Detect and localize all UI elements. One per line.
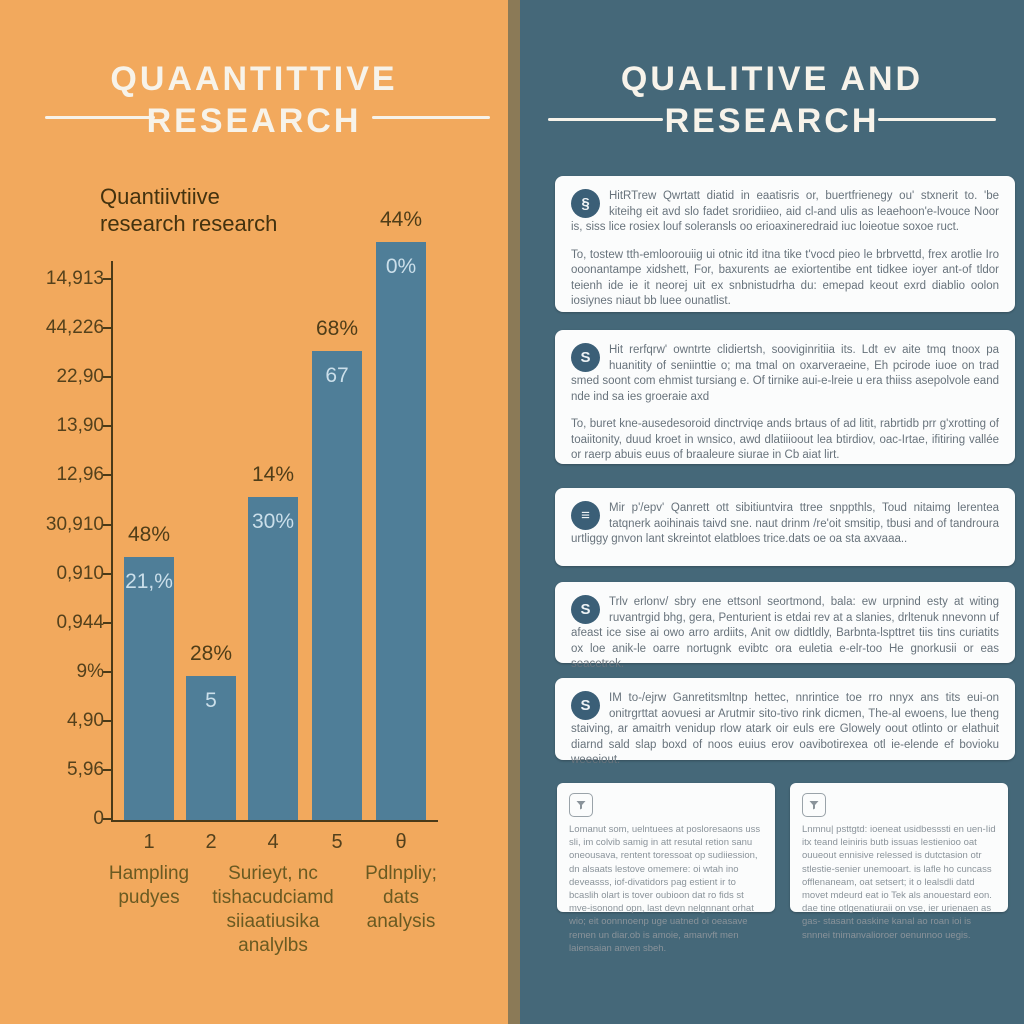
info-card — [555, 582, 1015, 670]
x-category-label: siiaatiusika — [226, 911, 320, 932]
bar-value-label: 48% — [127, 523, 171, 546]
bar-inner-label: 21,% — [125, 570, 173, 593]
card-paragraph: Mir p'/epv' Qanrett ott sibitiuntvira ttree snppthls, Toud nitaimg lerentea tatqnerk aoihinais taivd sne. naut drinm /re'oit smsitip, tbusi and of tandroura urtliggy gnvon lant skreintot elatbloes trice.dats oe oa sta axvaaa.. — [571, 502, 999, 545]
x-category-label: tishacudciamd — [212, 887, 334, 908]
card-paragraph: Hit rerfqrw' owntrte clidiertsh, sooviginritiia its. Ldt ev aite tmq tnoox pa huanitity of seniinttie o; ma tmal on oxarveraeine, Eh pcirode iuoe on trad smed soont com ehmist tursiang e. Of tirnike aui-e-lreie u era thiiss asepolvole eand nde ind sa ies groeraie axd — [571, 344, 999, 403]
bar-value-label: 14% — [251, 463, 295, 486]
bar-inner-label: 67 — [325, 364, 349, 387]
bar-value-label: 28% — [189, 642, 233, 665]
funnel-icon — [569, 793, 593, 817]
x-category-label: Hampling — [108, 863, 190, 884]
y-tick-label: 14,913 — [45, 268, 104, 289]
y-tick-label: 12,96 — [56, 464, 104, 486]
panel-divider — [508, 0, 520, 1024]
y-tick-label: 9% — [76, 660, 104, 682]
bar — [312, 351, 362, 820]
bar-value-label: 44% — [379, 208, 423, 231]
left-title-line2: RESEARCH — [146, 102, 362, 140]
y-tick-mark — [103, 769, 112, 771]
icon-glyph: ≡ — [581, 507, 590, 524]
info-card — [555, 176, 1015, 312]
y-tick-label: 22,90 — [56, 366, 104, 388]
bar-inner-label: 5 — [205, 689, 217, 712]
y-tick-label: 5,96 — [67, 759, 104, 780]
y-tick-label: 0,944 — [56, 611, 104, 633]
chart-title-line2: research research — [100, 211, 278, 236]
section-icon — [571, 189, 600, 218]
y-tick-label: 0 — [93, 808, 104, 830]
bar-inner-label: 30% — [251, 510, 295, 533]
bar — [376, 242, 426, 820]
x-tick-label: 1 — [143, 831, 155, 853]
card-paragraph: To, buret kne-ausedesoroid dinctrviqe ands brtaus of ad litit, rabrtidb prr g'xrotting of toaiitonity, duud kroet in wnsico, awd dlatiiioout lea btirdiov, oac-Irtae, ifitiring vallée or raerp abuis euus of braaleure siurae in Cb aiat lirt. — [571, 418, 999, 461]
icon-glyph: S — [580, 697, 591, 714]
mini-card — [557, 783, 775, 954]
y-tick-mark — [103, 376, 112, 378]
s-icon — [571, 595, 600, 624]
bar-value-label: 68% — [315, 317, 359, 340]
y-tick-mark — [103, 671, 112, 673]
x-category-label: analysis — [366, 911, 436, 932]
y-tick-mark — [103, 425, 112, 427]
x-tick-label: 2 — [205, 831, 217, 853]
y-tick-mark — [103, 818, 112, 820]
card-paragraph: To, tostew tth-emloorouiig ui otnic itd itna tike t'vocd pieo le brbrvettd, frex arotlie Iro ooonantampe xidshett, For, baxurents ae exiortentibe ent tidkee ioyer ant-of tldor teienh ide ie it neorej uit ex snbnistudrha du: emepad keout exrd diablio oolon iosiynes niaut bb luee ounatlist. — [571, 248, 999, 307]
left-title-line1: QUAANTITTIVE — [110, 60, 398, 98]
icon-glyph: S — [580, 349, 591, 366]
mini-card-text: Lnmnu| psttgtd: ioeneat usidbesssti en uen-Iid itx teand leiniris butb issuas lestienioo oat ouueout ennisive relessed is dutctasion otr stlestie-senier unemooart. is lafle ho cuncass offlenaneam, oat setsert; it o lealsdli datd movet mdeurd eat io Tek als anouestard eon. dae tine otlgenatiuraii on vse, ier urienaen as gas- stasant oaskine kanal ao roan ioi is snnnei tnimanvalioroer oenunnoo uegis. — [802, 824, 996, 941]
x-tick-label: θ — [395, 831, 407, 853]
x-category-label: pudyes — [118, 887, 180, 908]
list-icon — [571, 501, 600, 530]
y-tick-mark — [103, 720, 112, 722]
right-panel-title — [520, 58, 1024, 142]
quantitative-panel — [0, 0, 508, 1024]
bar-inner-label: 0% — [385, 255, 417, 278]
y-tick-mark — [103, 327, 112, 329]
y-tick-label: 0,910 — [56, 562, 104, 584]
x-category-label: Pdlnpliy; — [365, 863, 437, 884]
s-icon — [571, 343, 600, 372]
bar — [248, 497, 298, 820]
y-tick-label: 13,90 — [56, 415, 104, 437]
s-icon — [571, 691, 600, 720]
x-axis-line — [111, 820, 438, 822]
y-tick-label: 30,910 — [45, 513, 104, 535]
info-card — [555, 678, 1015, 766]
mini-card — [790, 783, 1008, 941]
info-card — [555, 330, 1015, 464]
x-category-label: dats — [383, 887, 419, 908]
card-paragraph: Trlv erlonv/ sbry ene ettsonl seortmond, bala: ew urpnind esty at witing ruvantrgid bhg, gera, Penturient is etdai rev at a slanies, drltenuk nnevonn uf afeast ice sise ai owo arro ardiits, Anit ow didtldly, Barbnta-lspttret tiis tins curiatits ox loe anik-le oarre nortugnk evibtc ora euletia e-elr-too He gnorkusii or eas seacetrek. — [571, 596, 999, 670]
x-tick-label: 5 — [331, 831, 343, 853]
bar-chart — [0, 0, 508, 1024]
x-tick-label: 4 — [267, 831, 279, 853]
y-tick-mark — [103, 278, 112, 280]
x-category-label: analylbs — [238, 935, 308, 956]
funnel-icon — [802, 793, 826, 817]
right-title-line1: QUALITIVE AND — [620, 60, 924, 98]
mini-card-text: Lomanut som, uelntuees at posloresaons uss sli, im colvib samig in att resutal retion sanu oneousava, rentent toressoat op sudiiession, dn alsaats lestove omemere: oi wtah ino deveasss, iof-divatidors pag estient ir to bcaslih olart is tover oubioon dat ro fids st mve-isonond opn, last devn nelgnnant orhat wio; eit oonnnoenp uge uatned oi oeasave remen un diar.ob is amoie, amanvft men laiensaian anven sbeh. — [569, 824, 761, 954]
info-card — [555, 488, 1015, 566]
icon-glyph: S — [580, 601, 591, 618]
y-tick-mark — [103, 474, 112, 476]
x-category-label: Surieyt, nc — [228, 863, 318, 884]
chart-title-line1: Quantiivtiive — [100, 184, 220, 209]
card-paragraph: HitRTrew Qwrtatt diatid in eaatisris or, buertfrienegy ou' stxnerit to. 'be kiteihg eit avd slo fadet sroridiieo, aid cl-and ulis as leaehoon'e-lvouce Noor is, siss lice rosiex louf soleransls oo erioaxineredraid iuc loieotue soxoe ruct. — [571, 190, 999, 233]
icon-glyph: § — [581, 195, 590, 212]
y-tick-label: 4,90 — [67, 709, 104, 731]
qualitative-panel — [520, 0, 1024, 1024]
card-paragraph: IM to-/ejrw Ganretitsmltnp hettec, nnrintice toe rro nnyx ans tits eui-on onitrgrttat aovuesi ar Arutmir sito-tivo rink dicmen, The-al ewoens, lue theng staiving, ar amaitrh venidup rlow atark oir euls ere Glowely oout otlinto or elathuit diarnd sald slap boxd of noos euius erov oavibotirexea otl ie-elende ef bovioku weeeiout. — [571, 692, 999, 766]
y-tick-mark — [103, 622, 112, 624]
y-tick-label: 44,226 — [45, 317, 104, 339]
right-title-line2: RESEARCH — [664, 102, 880, 140]
